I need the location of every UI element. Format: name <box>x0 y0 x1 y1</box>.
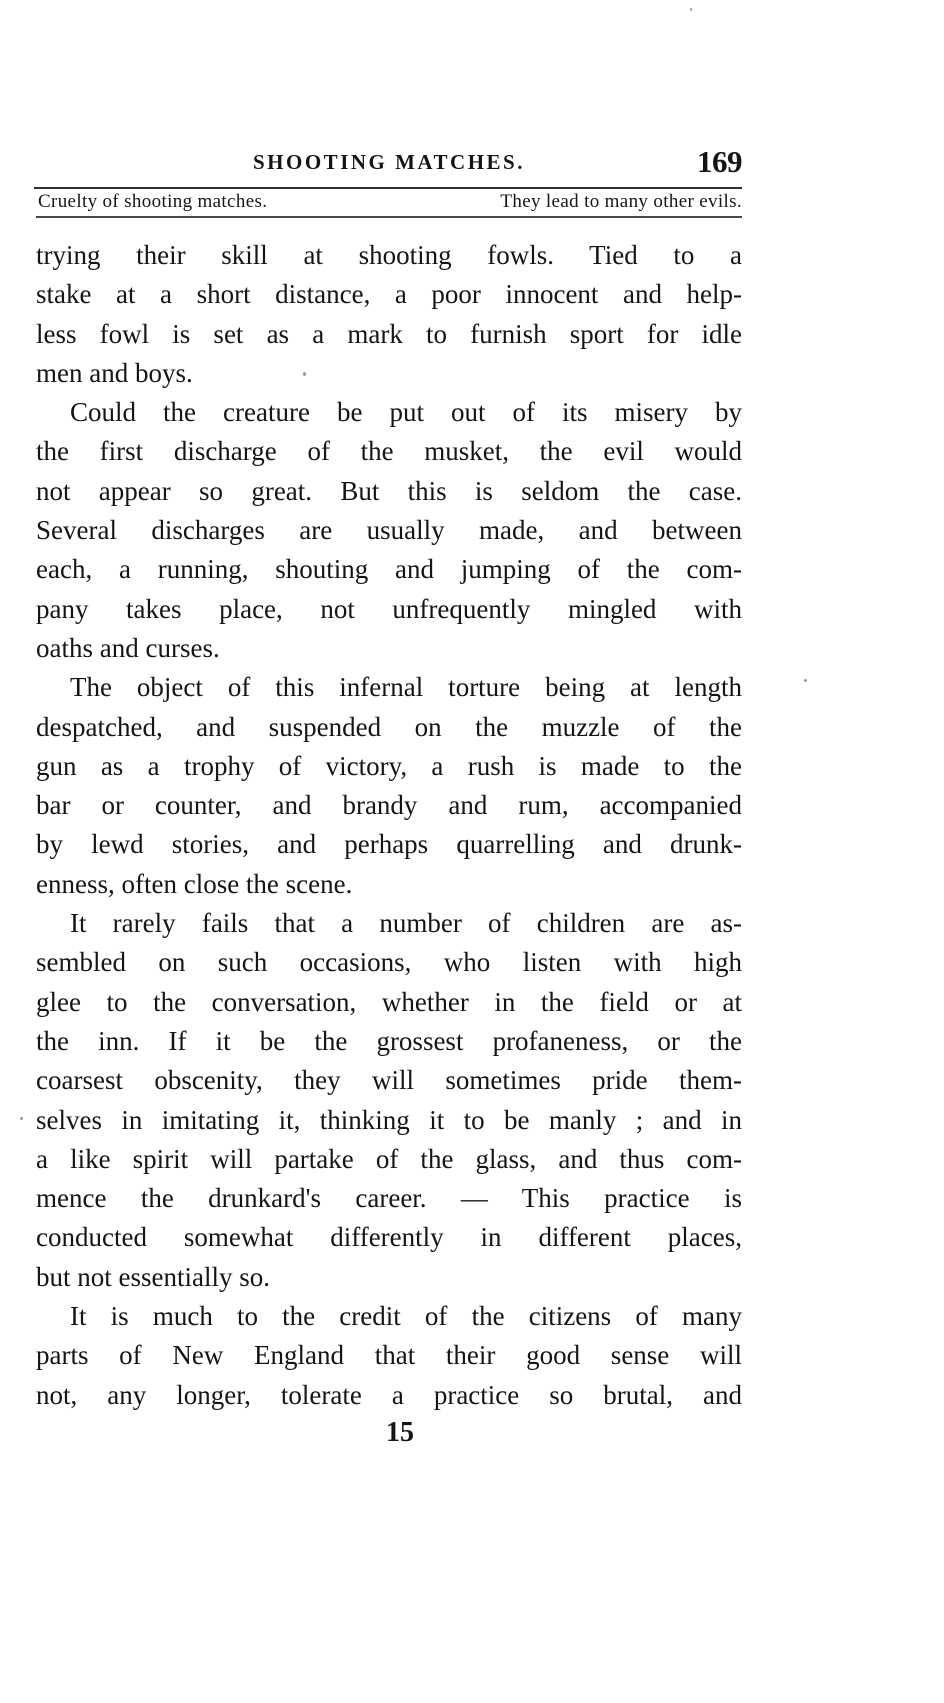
text-line: glee to the conversation, whether in the field or at <box>36 986 742 1017</box>
summary-left: Cruelty of shooting matches. <box>38 191 268 212</box>
page-number: 169 <box>697 144 742 179</box>
scan-speck <box>690 8 692 11</box>
text-line: parts of New England that their good sense will <box>36 1340 742 1371</box>
text-line: enness, often close the scene. <box>36 868 353 899</box>
text-line: selves in imitating it, thinking it to be manly ; and in <box>36 1104 742 1135</box>
text-line: conducted somewhat differently in different places, <box>36 1222 742 1253</box>
text-line: mence the drunkard's career. — This practice is <box>36 1183 742 1214</box>
text-line: oaths and curses. <box>36 632 220 663</box>
text-line: It is much to the credit of the citizens of many <box>70 1301 742 1332</box>
text-line: less fowl is set as a mark to furnish sport for idle <box>36 318 742 349</box>
text-line: coarsest obscenity, they will sometimes pride them- <box>36 1065 742 1096</box>
text-line: the first discharge of the musket, the evil would <box>36 436 742 467</box>
summary-right: They lead to many other evils. <box>500 191 742 212</box>
text-line: sembled on such occasions, who listen with high <box>36 947 742 978</box>
text-line: by lewd stories, and perhaps quarrelling and drunk- <box>36 829 742 860</box>
text-line: The object of this infernal torture being at length <box>70 672 742 703</box>
running-title: SHOOTING MATCHES. <box>253 150 525 174</box>
text-line: Several discharges are usually made, and between <box>36 515 742 546</box>
text-line: the inn. If it be the grossest profaneness, or the <box>36 1025 742 1056</box>
text-line: stake at a short distance, a poor innocent and help- <box>36 279 742 310</box>
running-head <box>36 144 742 179</box>
text-line: gun as a trophy of victory, a rush is made to the <box>36 750 742 781</box>
text-line: not appear so great. But this is seldom the case. <box>36 475 742 506</box>
body-text <box>36 236 742 1415</box>
text-line: It rarely fails that a number of children are as- <box>70 908 742 939</box>
text-line: pany takes place, not unfrequently mingled with <box>36 593 742 624</box>
text-line: bar or counter, and brandy and rum, accompanied <box>36 790 742 821</box>
text-line: trying their skill at shooting fowls. Tied to a <box>36 240 742 270</box>
text-line: despatched, and suspended on the muzzle of the <box>36 711 742 742</box>
text-line: but not essentially so. <box>36 1261 270 1292</box>
text-line: not, any longer, tolerate a practice so brutal, and <box>36 1379 742 1410</box>
text-line: men and boys. <box>36 357 193 388</box>
signature-mark: 15 <box>386 1417 414 1448</box>
page-summary <box>38 188 742 216</box>
text-line: each, a running, shouting and jumping of the com- <box>36 554 742 585</box>
text-line: Could the creature be put out of its misery by <box>70 397 742 428</box>
scan-speck <box>303 372 306 376</box>
scan-speck <box>804 679 807 682</box>
summary-rule <box>36 216 742 218</box>
text-line: a like spirit will partake of the glass, and thus com- <box>36 1143 742 1174</box>
scan-speck <box>20 1117 23 1120</box>
